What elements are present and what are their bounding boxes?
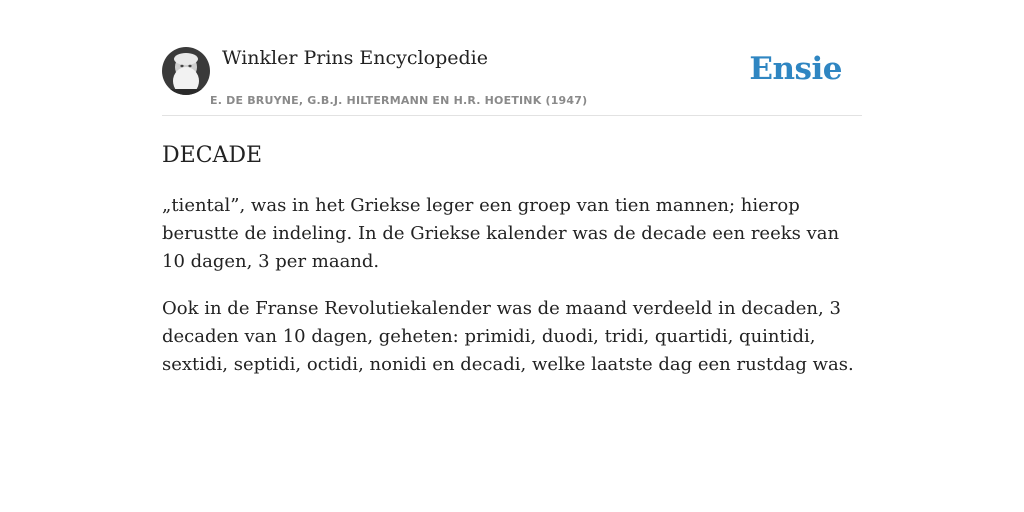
source-title[interactable]: Winkler Prins Encyclopedie — [222, 47, 488, 69]
page-container — [162, 0, 862, 379]
brand-logo[interactable]: Ensie — [749, 51, 842, 87]
source-authors: E. DE BRUYNE, G.B.J. HILTERMANN EN H.R. HOETINK (1947) — [210, 94, 588, 107]
portrait-image — [162, 47, 210, 95]
source-avatar[interactable] — [162, 47, 210, 95]
article-paragraph: „tiental”, was in het Griekse leger een groep van tien mannen; hierop berustte de indeling. In de Griekse kalender was de decade een reeks van 10 dagen, 3 per maand. — [162, 195, 840, 272]
source-header — [162, 0, 862, 116]
article-term: DECADE — [162, 143, 263, 168]
article-paragraph: Ook in de Franse Revolutiekalender was de maand verdeeld in decaden, 3 decaden van 10 dagen, geheten: primidi, duodi, tridi, quartidi, quintidi, sextidi, septidi, octidi, nonidi en decadi, welke laatste dag een rustdag was. — [162, 298, 854, 375]
